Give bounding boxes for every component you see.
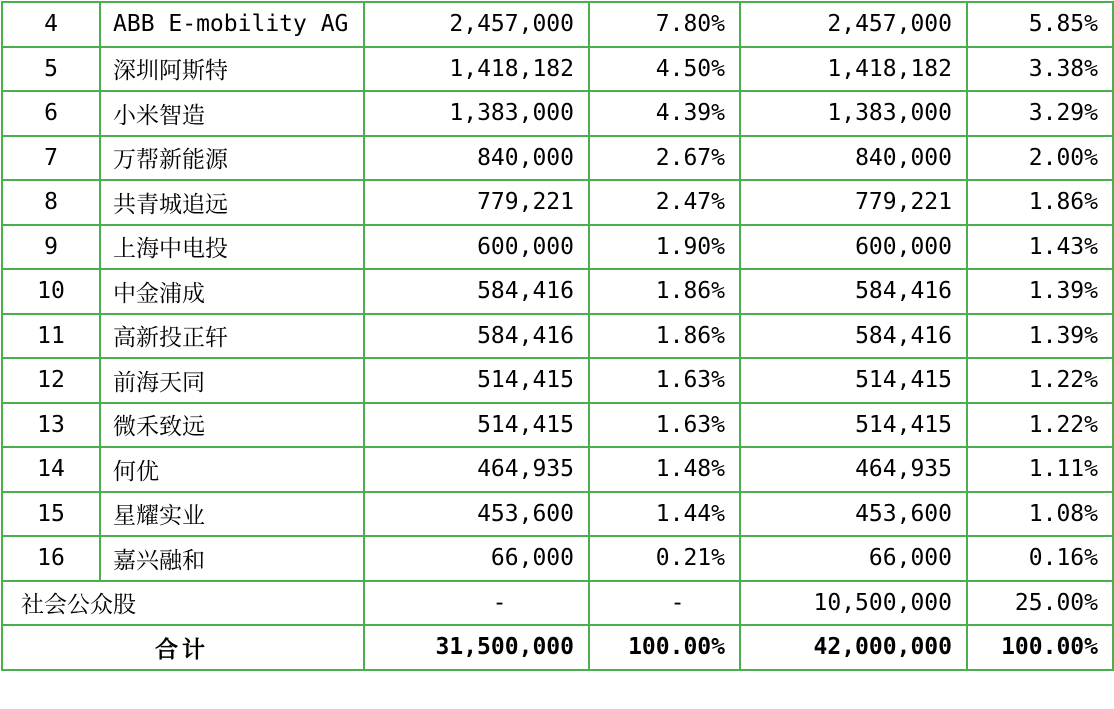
total-row: [2, 625, 1113, 670]
shares-after: 514,415: [740, 403, 967, 448]
shares-after: 584,416: [740, 269, 967, 314]
table-row: [2, 358, 1113, 403]
row-number: 7: [2, 136, 100, 181]
shareholder-name: 深圳阿斯特: [100, 47, 364, 92]
row-number: 11: [2, 314, 100, 359]
total-pct-after: 100.00%: [967, 625, 1113, 670]
pct-after: 1.39%: [967, 269, 1113, 314]
pct-after: 0.16%: [967, 536, 1113, 581]
row-number: 8: [2, 180, 100, 225]
table-row: [2, 2, 1113, 47]
shares-after: 2,457,000: [740, 2, 967, 47]
shares-before: 779,221: [364, 180, 589, 225]
pct-before: 4.39%: [589, 91, 740, 136]
pct-after: 5.85%: [967, 2, 1113, 47]
shareholder-name: 万帮新能源: [100, 136, 364, 181]
shareholder-name: 嘉兴融和: [100, 536, 364, 581]
shares-after: 453,600: [740, 492, 967, 537]
pct-before: 0.21%: [589, 536, 740, 581]
row-number: 13: [2, 403, 100, 448]
shares-before: 840,000: [364, 136, 589, 181]
shares-before: 584,416: [364, 269, 589, 314]
total-shares-after: 42,000,000: [740, 625, 967, 670]
table-row: [2, 314, 1113, 359]
public-pct-after: 25.00%: [967, 581, 1113, 626]
row-number: 16: [2, 536, 100, 581]
pct-after: 1.43%: [967, 225, 1113, 270]
pct-after: 1.39%: [967, 314, 1113, 359]
shareholder-name: 微禾致远: [100, 403, 364, 448]
shares-after: 1,383,000: [740, 91, 967, 136]
shareholder-name: 共青城追远: [100, 180, 364, 225]
pct-before: 1.44%: [589, 492, 740, 537]
pct-before: 1.86%: [589, 314, 740, 359]
pct-after: 3.29%: [967, 91, 1113, 136]
pct-after: 1.22%: [967, 358, 1113, 403]
shares-before: 514,415: [364, 358, 589, 403]
public-shares-label: 社会公众股: [2, 581, 364, 626]
pct-after: 1.11%: [967, 447, 1113, 492]
public-shares-row: [2, 581, 1113, 626]
shares-before: 453,600: [364, 492, 589, 537]
pct-before: 7.80%: [589, 2, 740, 47]
shares-after: 66,000: [740, 536, 967, 581]
table-row: [2, 180, 1113, 225]
row-number: 5: [2, 47, 100, 92]
total-pct-before: 100.00%: [589, 625, 740, 670]
shares-after: 1,418,182: [740, 47, 967, 92]
shares-after: 600,000: [740, 225, 967, 270]
pct-after: 1.86%: [967, 180, 1113, 225]
shareholder-name: 小米智造: [100, 91, 364, 136]
public-pct-before: -: [589, 581, 740, 626]
pct-before: 1.63%: [589, 358, 740, 403]
pct-before: 1.90%: [589, 225, 740, 270]
shares-after: 514,415: [740, 358, 967, 403]
shares-before: 514,415: [364, 403, 589, 448]
shares-after: 779,221: [740, 180, 967, 225]
pct-before: 4.50%: [589, 47, 740, 92]
total-shares-before: 31,500,000: [364, 625, 589, 670]
table-row: [2, 269, 1113, 314]
row-number: 6: [2, 91, 100, 136]
shareholder-name: 星耀实业: [100, 492, 364, 537]
shareholder-table-body: [2, 2, 1113, 670]
row-number: 12: [2, 358, 100, 403]
table-row: [2, 225, 1113, 270]
pct-before: 2.47%: [589, 180, 740, 225]
pct-after: 1.08%: [967, 492, 1113, 537]
shareholder-name: ABB E-mobility AG: [100, 2, 364, 47]
shares-before: 600,000: [364, 225, 589, 270]
shareholder-name: 中金浦成: [100, 269, 364, 314]
pct-after: 3.38%: [967, 47, 1113, 92]
table-row: [2, 136, 1113, 181]
row-number: 9: [2, 225, 100, 270]
shares-after: 584,416: [740, 314, 967, 359]
shares-after: 840,000: [740, 136, 967, 181]
total-label: 合计: [2, 625, 364, 670]
shareholder-name: 上海中电投: [100, 225, 364, 270]
shares-after: 464,935: [740, 447, 967, 492]
shareholder-name: 高新投正轩: [100, 314, 364, 359]
row-number: 10: [2, 269, 100, 314]
public-shares-after: 10,500,000: [740, 581, 967, 626]
pct-before: 1.63%: [589, 403, 740, 448]
shares-before: 584,416: [364, 314, 589, 359]
row-number: 4: [2, 2, 100, 47]
pct-before: 2.67%: [589, 136, 740, 181]
pct-after: 2.00%: [967, 136, 1113, 181]
shares-before: 1,383,000: [364, 91, 589, 136]
pct-before: 1.86%: [589, 269, 740, 314]
table-row: [2, 492, 1113, 537]
row-number: 14: [2, 447, 100, 492]
shareholder-name: 何优: [100, 447, 364, 492]
row-number: 15: [2, 492, 100, 537]
shareholder-name: 前海天同: [100, 358, 364, 403]
shares-before: 1,418,182: [364, 47, 589, 92]
pct-after: 1.22%: [967, 403, 1113, 448]
shares-before: 2,457,000: [364, 2, 589, 47]
shares-before: 66,000: [364, 536, 589, 581]
table-row: [2, 447, 1113, 492]
table-row: [2, 91, 1113, 136]
table-row: [2, 403, 1113, 448]
pct-before: 1.48%: [589, 447, 740, 492]
shareholder-table: [1, 1, 1114, 671]
shares-before: 464,935: [364, 447, 589, 492]
table-row: [2, 536, 1113, 581]
public-shares-before: -: [364, 581, 589, 626]
table-row: [2, 47, 1113, 92]
